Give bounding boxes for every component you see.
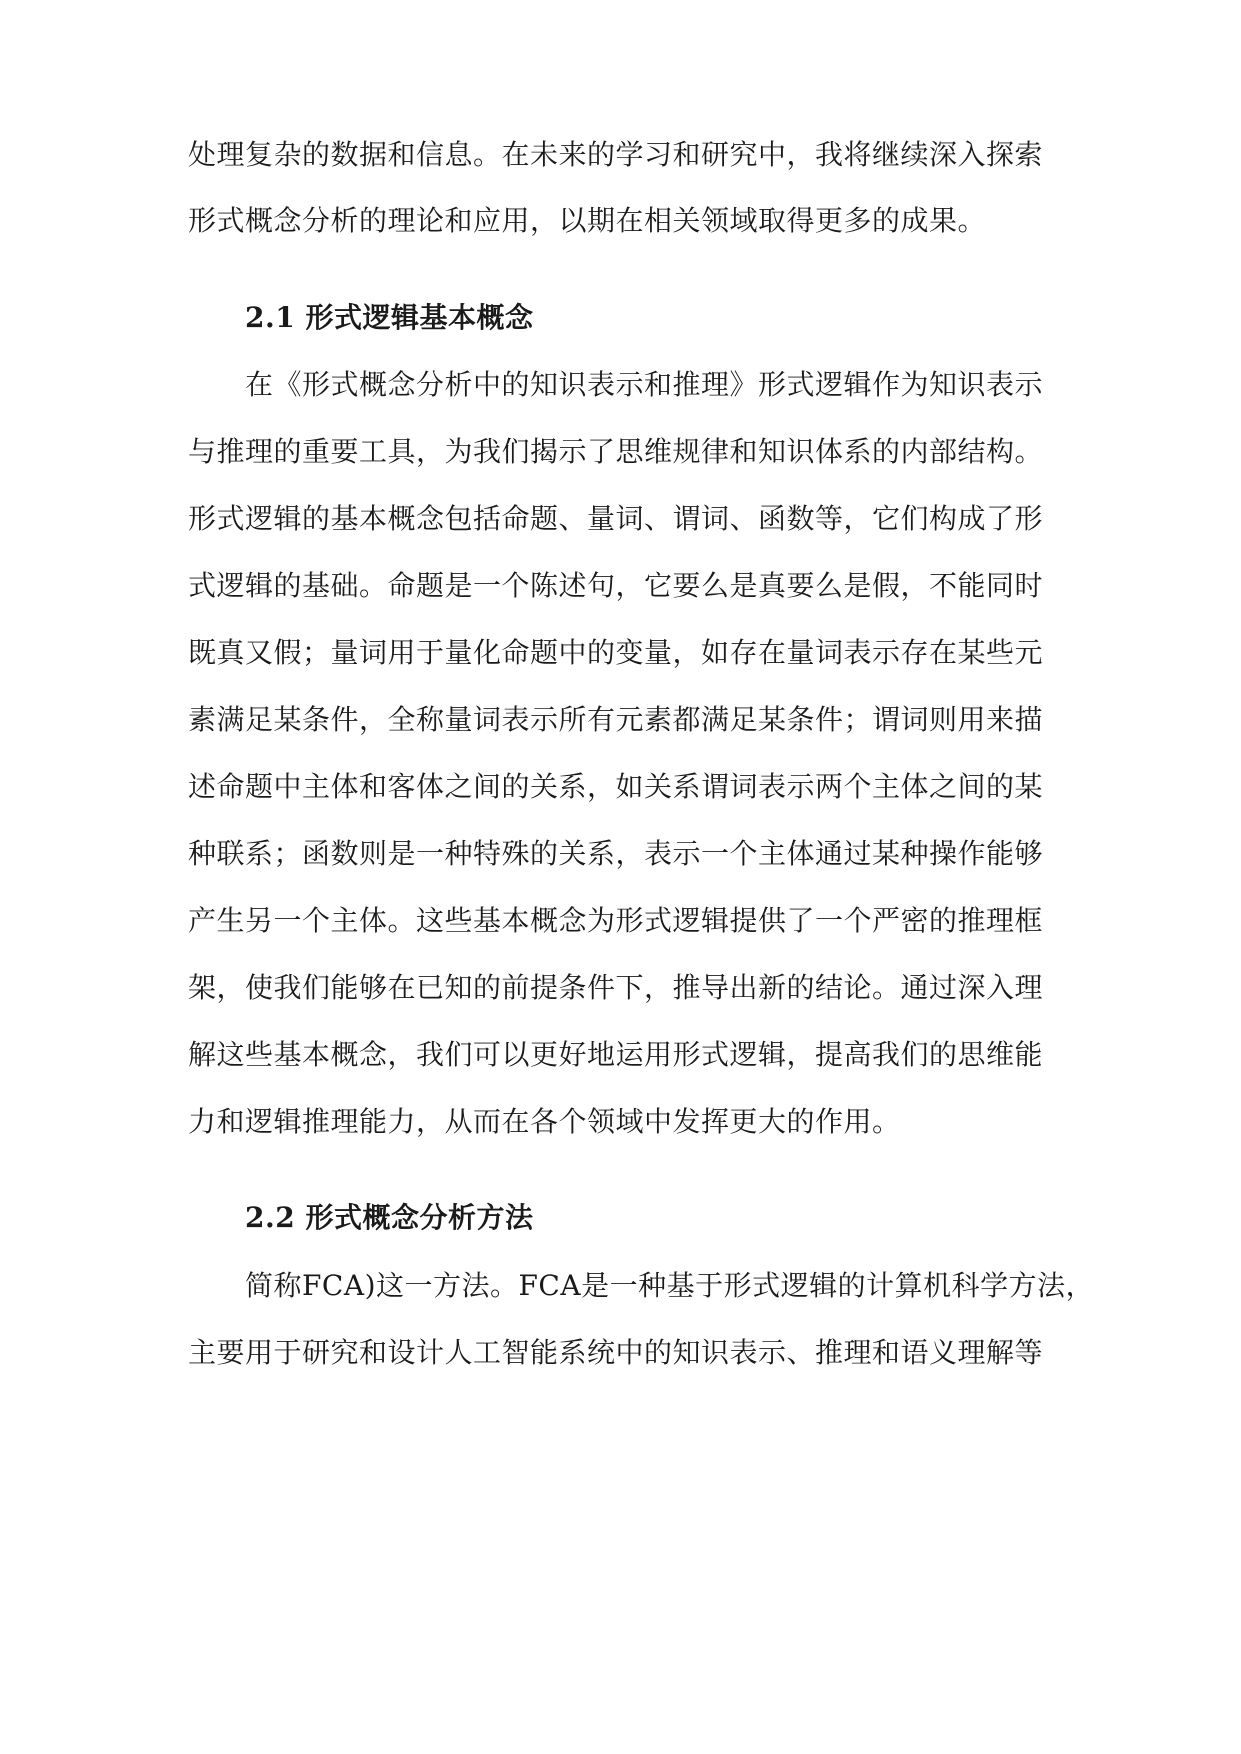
section-2-1-line-1: 在《形式概念分析中的知识表示和推理》形式逻辑作为知识表示 bbox=[245, 368, 1044, 401]
section-2-1-line-6: 素满足某条件，全称量词表示所有元素都满足某条件；谓词则用来描 bbox=[188, 703, 1044, 736]
section-2-1-line-10: 架，使我们能够在已知的前提条件下，推导出新的结论。通过深入理 bbox=[188, 971, 1044, 1004]
section-2-1-line-11: 解这些基本概念，我们可以更好地运用形式逻辑，提高我们的思维能 bbox=[188, 1038, 1044, 1071]
section-2-1-line-9: 产生另一个主体。这些基本概念为形式逻辑提供了一个严密的推理框 bbox=[188, 904, 1044, 937]
section-2-1-line-12: 力和逻辑推理能力，从而在各个领域中发挥更大的作用。 bbox=[188, 1105, 901, 1138]
section-2-2-line-1: 简称FCA)这一方法。FCA是一种基于形式逻辑的计算机科学方法， bbox=[245, 1269, 1095, 1302]
section-2-1-line-7: 述命题中主体和客体之间的关系，如关系谓词表示两个主体之间的某 bbox=[188, 770, 1044, 803]
intro-line-1: 处理复杂的数据和信息。在未来的学习和研究中，我将继续深入探索 bbox=[188, 138, 1044, 171]
section-2-1-line-8: 种联系；函数则是一种特殊的关系，表示一个主体通过某种操作能够 bbox=[188, 837, 1044, 870]
section-2-1-line-3: 形式逻辑的基本概念包括命题、量词、谓词、函数等，它们构成了形 bbox=[188, 502, 1044, 535]
section-heading-2-1: 2.1 形式逻辑基本概念 bbox=[245, 301, 534, 334]
section-heading-2-2: 2.2 形式概念分析方法 bbox=[245, 1201, 534, 1234]
section-2-2-line-2: 主要用于研究和设计人工智能系统中的知识表示、推理和语义理解等 bbox=[188, 1336, 1044, 1369]
section-2-1-line-2: 与推理的重要工具，为我们揭示了思维规律和知识体系的内部结构。 bbox=[188, 435, 1044, 468]
section-2-1-line-4: 式逻辑的基础。命题是一个陈述句，它要么是真要么是假，不能同时 bbox=[188, 569, 1044, 602]
intro-line-2: 形式概念分析的理论和应用，以期在相关领域取得更多的成果。 bbox=[188, 204, 987, 237]
section-2-1-line-5: 既真又假；量词用于量化命题中的变量，如存在量词表示存在某些元 bbox=[188, 636, 1044, 669]
